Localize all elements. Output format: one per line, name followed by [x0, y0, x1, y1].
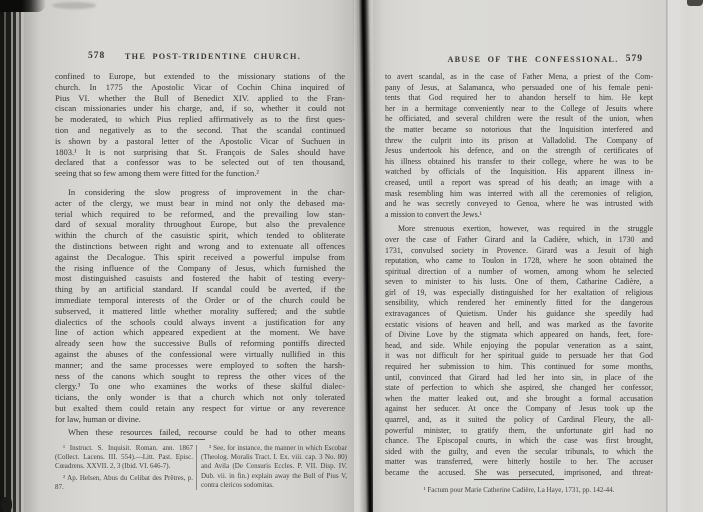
text-line: line of action which appeared expedient at the moment. We have — [55, 327, 345, 338]
left-footnote-rule — [128, 439, 205, 440]
text-line: against the Decalogue. This spirit received a powerful impulse from — [55, 251, 345, 262]
text-line: and he was secretly conveyed to Genoa, where he was intrusted with — [385, 199, 653, 209]
text-line: he officiated, and several children were the result of the union, when — [385, 114, 653, 124]
text-line: the rising influence of the Company of Jesus, which furnished the — [55, 262, 345, 273]
text-line: ticians, the only wonder is that a church which not only tolerated — [55, 392, 345, 403]
text-line: be moderated, to which Pius replied affirmatively as to the first ques- — [55, 114, 345, 125]
text-line: matter was transferred, were bitterly hostile to her. The accuser — [385, 457, 653, 467]
text-line: 1803.¹ It is not surprising that St. François de Sales should have — [55, 146, 345, 157]
text-line: powerful minister, to gratify them, the unfortunate girl had no — [385, 425, 653, 435]
text-line: In considering the slow progress of improvement in the char- — [68, 186, 345, 197]
scan-artifact-top-right — [687, 0, 703, 6]
text-line: became the accused. She was persecuted, imprisoned, and threat- — [385, 467, 653, 477]
text-line: More strenuous exertion, however, was required in the struggle — [398, 224, 653, 234]
text-line: head, and side. While enjoying the popular veneration as a saint, — [385, 340, 653, 350]
text-line: ness of the canons which sought to repress the other vices of the — [55, 370, 345, 381]
text-line: the distinctions between right and wrong and to extenuate all offences — [55, 240, 345, 251]
text-line: clergy.³ To one who examines the works of these skilful dialec- — [55, 381, 345, 392]
footnote: ¹ Instruct. S. Inquisit. Roman. ann. 1867 (Collect. Lacens. III. 554).—Litt. Past. Episc. Cœadrens. XXVII. 2, 3 (Ibid. VI. 646-7). — [55, 444, 193, 471]
text-line: creased, until a report was spread of his death; an image with a — [385, 177, 653, 187]
text-line: seven to minister to his lusts. One of them, Catharine Cadière, a — [385, 277, 653, 287]
text-line: for law, human or divine. — [55, 413, 141, 424]
footnote-column-divider — [196, 445, 197, 490]
scan-artifact-top-left — [0, 0, 46, 12]
text-line: is shown by a pastoral letter of the Apostolic Vicar of Suchuen in — [55, 135, 345, 146]
right-running-header-row — [385, 55, 653, 67]
right-running-header: ABUSE OF THE CONFESSIONAL. — [447, 55, 619, 64]
right-page-number: 579 — [625, 54, 643, 64]
text-line: chance. The Episcopal courts, in which the case was first brought, — [385, 436, 653, 446]
text-line: within the church of the casuistic spirit, which tended to obliterate — [55, 230, 345, 241]
text-line: extravagances of Quietism. Under his guidance she speedily had — [385, 309, 653, 319]
left-page-number: 578 — [88, 51, 106, 61]
text-line: subserved, it mattered little whether morality suffered; and the subtle — [55, 305, 345, 316]
text-line: when the matter leaked out, and she brought a formal accusation — [385, 393, 653, 403]
right-footnote: ¹ Factum pour Marie Catherine Cadière, La Haye, 1731, pp. 142-44. — [423, 486, 615, 494]
text-line: seeing that so few among them were fitted for the function.² — [55, 168, 259, 179]
text-line: until, convinced that Girard had led her into sin, in place of the — [385, 372, 653, 382]
text-line: sensibility, which rendered her eminently fitted for the dangerous — [385, 298, 653, 308]
left-page-body — [55, 71, 345, 437]
text-line: acter of the clergy, we must bear in mind not only the debased ma- — [55, 197, 345, 208]
text-line: When these resources failed, recourse could be had to other means — [68, 426, 345, 437]
text-line: declared that a confessor was to be selected out of ten thousand, — [55, 157, 345, 168]
text-line: spiritual direction of a number of women, among whom he selected — [385, 266, 653, 276]
text-line: 1731, convulsed society in Provence. Girard was a Jesuit of high — [385, 245, 653, 255]
text-line: to avert scandal, as in the case of Father Mena, a priest of the Com- — [385, 72, 653, 81]
text-line: of Divine Love by the stigmata which appeared on hands, feet, fore- — [385, 330, 653, 340]
text-line: pany of Jesus, at Salamanca, who persuaded one of his female peni- — [385, 82, 653, 92]
text-line: his illness obtained his transfer to their college, where he was to be — [385, 156, 653, 166]
scan-smudge-top — [52, 2, 96, 9]
text-line: church. In 1775 the Apostolic Vicar of Cochin China inquired of — [55, 81, 345, 92]
text-line: against the abuses of the confessional were virtually nullified in this — [55, 348, 345, 359]
text-line: over the case of Father Girard and la Cadière, which, in 1730 and — [385, 234, 653, 244]
left-running-header: THE POST-TRIDENTINE CHURCH. — [124, 52, 302, 61]
text-line: dard of sexual morality throughout Europe, but also the prevalence — [55, 219, 345, 230]
text-line: threw the culprit into its prison at Valladolid. The Company of — [385, 135, 653, 145]
text-line: the matter became so notorious that the Inquisition interfered and — [385, 124, 653, 134]
text-line: her in a hermitage conveniently near to the College of Jesuits where — [385, 103, 653, 113]
text-line: terial which required to be reformed, and the prevailing low stan- — [55, 208, 345, 219]
text-line: dialectics of the schools could always invent a justification for any — [55, 316, 345, 327]
text-line: sided with the guilty, and even the secular tribunals, to which the — [385, 446, 653, 456]
text-line: manner; and the same processes were employed to soften the harsh- — [55, 359, 345, 370]
text-line: immediate temporal interests of the Order or of the church could be — [55, 294, 345, 305]
left-footnotes — [55, 444, 347, 492]
text-line: it was not difficult for her spiritual guide to persuade her that God — [385, 351, 653, 361]
text-line: most distinguished casuists and fostered the habit of testing every- — [55, 273, 345, 284]
text-line: already seen how the successive Bulls of reforming pontiffs directed — [55, 338, 345, 349]
text-line: reputation, who came to Toulon in 1728, where he soon obtained the — [385, 256, 653, 266]
text-line: thing by an artificial standard. If scandal could be averted, if the — [55, 284, 345, 295]
text-line: tents that God required her to abandon herself to him. He kept — [385, 93, 653, 103]
left-page — [24, 0, 354, 512]
left-footnotes-column-1 — [55, 444, 193, 492]
text-line: confined to Europe, but extended to the missionary stations of the — [55, 71, 345, 81]
text-line: ciscan missionaries under his charge, and, if so, whether it could not — [55, 103, 345, 114]
text-line: state of perfection to which she aspired, she changed her confessor, — [385, 383, 653, 393]
right-page — [373, 0, 666, 512]
text-line: a mission to convert the Jews.¹ — [385, 209, 483, 219]
text-line: against her seducer. At once the Company of Jesus took up the — [385, 404, 653, 414]
left-running-header-row — [55, 52, 345, 64]
text-line: required her submission to him. This continued for some months, — [385, 362, 653, 372]
scan-artifact-bottom-left — [1, 497, 12, 512]
text-line: Jesus undertook his defence, and on the strength of certificates of — [385, 146, 653, 156]
left-footnotes-column-2 — [201, 444, 347, 492]
page-edge-strip — [666, 0, 703, 512]
text-line: girl of 19, was especially distinguished for her exaltation of religious — [385, 287, 653, 297]
footnote: ³ See, for instance, the manner in which Escobar (Theolog. Moralis Tract. I. Ex. viii. cap. 3 No. 80) and Avila (De Censuris Eccles. P. VII. Disp. IV. Dub. vii. in fin.) explain away the Bull of Pius V, contra clericos sodomitas. — [201, 444, 347, 489]
text-line: watched by officials of the Inquisition. His apparent illness in- — [385, 167, 653, 177]
right-footnote-rule — [474, 479, 564, 480]
text-line: tion and negatively as to the second. That the scandal continued — [55, 124, 345, 135]
book-edge-band — [0, 0, 24, 512]
text-line: but exalted them could retain any respect for virtue or any reverence — [55, 402, 345, 413]
text-line: quarrel, and, as it suited the policy of Cardinal Fleury, the all- — [385, 415, 653, 424]
text-line: ecstatic visions of heaven and hell, and was marked as the favorite — [385, 319, 653, 329]
text-line: Pius VI. whether the Bull of Benedict XIV. applied to the Fran- — [55, 92, 345, 103]
footnote: ² Ap. Helsen, Abus du Celibat des Prêtres, p. 87. — [55, 473, 193, 491]
text-line: mask resembling him was interred with all the ceremonies of religion, — [385, 188, 653, 198]
right-page-body — [385, 72, 653, 479]
